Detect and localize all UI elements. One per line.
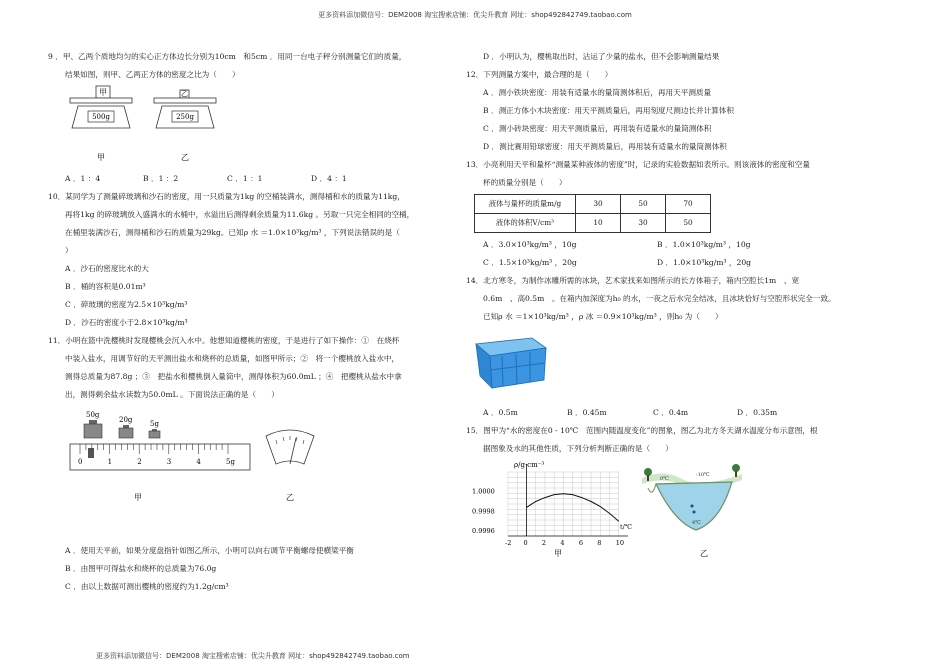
scale-figure	[58, 84, 288, 170]
q9-fig-a-reading: 500g	[92, 113, 110, 121]
table-row	[475, 195, 711, 214]
question-10	[48, 188, 446, 332]
left-column	[48, 48, 446, 596]
q11-figure	[48, 404, 446, 542]
q13-option-d: D ．1.0×10³kg/m³ ，20g	[657, 258, 752, 267]
dial-figure	[260, 406, 320, 502]
q10-option-b: B ．桶的容积是0.01m³	[65, 282, 146, 291]
y-tick-label: 0.9998	[472, 507, 495, 516]
q11-option-b: B ．由图甲可得盐水和烧杯的总质量为76.0g	[65, 564, 217, 573]
q9-fig-b-label: 乙	[181, 90, 188, 98]
q9-figure	[48, 84, 446, 170]
q11-option-c: C ．由以上数据可测出樱桃的密度约为1.2g/cm³	[65, 582, 229, 591]
q13-options-row-1	[466, 236, 886, 254]
table-row	[475, 214, 711, 233]
q11-line-1: 11．小明在篮中洗樱桃时发现樱桃会沉入水中。他想知道樱桃的密度，于是进行了如下操作：① 在烧杯	[48, 336, 400, 345]
lake-water-label: -10℃	[696, 472, 710, 478]
q11-caption-a: 甲	[134, 493, 142, 502]
table-cell: 50	[621, 195, 666, 214]
x-tick-label: -2	[505, 539, 512, 547]
blue-box-image	[472, 332, 552, 392]
q14-options	[466, 404, 886, 422]
q10-option-a: A ．沙石的密度比水的大	[65, 264, 149, 273]
page-footer: 更多资料添加微信号：DEM2008 淘宝搜索店铺：优尖升教育 网址：shop492842749.taobao.com	[96, 652, 410, 660]
q10-line-3: 在桶里装满沙石，测得桶和沙石的质量为29kg。已知ρ 水 ＝1.0×10³kg/m³ ，下列说法错误的是（	[65, 228, 400, 237]
x-tick-label: 4	[560, 539, 565, 547]
q13-option-a: A ．3.0×10³kg/m³ ，10g	[483, 240, 577, 249]
ruler-tick-label: 1	[107, 458, 113, 466]
q9-options	[48, 170, 446, 188]
q9-option-c: C ．1 ：1	[227, 174, 263, 183]
q13-options-row-2	[466, 254, 886, 272]
q11-caption-b: 乙	[286, 493, 294, 502]
q11-line-2: 中装入盐水，用调节好的天平测出盐水和烧杯的总质量，如图甲所示；② 将一个樱桃放入盐水中，	[65, 354, 400, 363]
q15-line-2: 据图象及水的其他性质，下列分析判断正确的是（ ）	[483, 444, 673, 453]
chart-x-axis-label: t/℃	[620, 523, 633, 531]
ruler-tick-label: 4	[196, 458, 201, 466]
density-chart	[470, 458, 640, 558]
q12-option-d: D ．测比赛用铅球密度：用天平测质量后，再用装有适量水的量筒测体积	[483, 142, 727, 151]
weight-50g-label: 50g	[86, 411, 100, 419]
question-11	[48, 332, 446, 596]
q9-option-b: B ．1 ：2	[143, 174, 179, 183]
lake-air-label: 0℃	[660, 476, 669, 482]
chart-y-axis-label: ρ/g·cm⁻³	[514, 461, 545, 469]
table-cell: 10	[576, 214, 621, 233]
x-tick-label: 2	[541, 539, 547, 547]
lake-diagram	[634, 458, 754, 558]
q12-option-b: B ．测正方体小木块密度：用天平测质量后，再用刻度尺测边长并计算体积	[483, 106, 734, 115]
weight-20g-label: 20g	[119, 416, 133, 424]
q13-option-c: C ．1.5×10³kg/m³ ，20g	[483, 258, 577, 267]
q13-line-1: 13．小亮利用天平和量杯“测量某种液体的密度”时，记录的实验数据如表所示。则该液体的密度和空量	[466, 160, 810, 169]
page-header: 更多资料添加微信号：DEM2008 淘宝搜索店铺：优尖升教育 网址：shop492842749.taobao.com	[318, 11, 632, 19]
q14-line-1: 14．北方寒冬，为制作冰雕所需的冰块，艺术家找来如图所示的长方体箱子，箱内空腔长1m 、宽	[466, 276, 800, 285]
lake-bottom-label: 4℃	[692, 520, 701, 526]
x-tick-label: 10	[615, 539, 625, 547]
x-tick-label: 6	[578, 539, 583, 547]
q13-line-2: 杯的质量分别是（ ）	[483, 178, 567, 187]
ruler-tick-label: 0	[78, 458, 83, 466]
question-14	[466, 272, 886, 422]
q14-option-b: B ．0.45m	[567, 408, 607, 417]
q14-line-2: 0.6m 、高0.5m 。在箱内加深度为h₀ 的水，一夜之后水完全结冰，且冰块恰好与空腔形状完全一致。	[483, 294, 836, 303]
y-tick-label: 0.9996	[472, 527, 495, 536]
right-column	[466, 48, 886, 558]
q13-table-wrap	[466, 192, 886, 236]
q14-option-c: C ．0.4m	[653, 408, 689, 417]
q9-caption-b: 乙	[181, 153, 189, 162]
q9-fig-b-reading: 250g	[176, 113, 194, 121]
ruler-tick-label: 5g	[226, 458, 235, 466]
table-cell: 液体的体积V/cm³	[475, 214, 576, 233]
q11-option-d: D ．小明认为，樱桃取出时，沾运了少量的盐水，但不会影响测量结果	[483, 52, 720, 61]
ruler-tick-label: 3	[166, 458, 172, 466]
table-cell: 液体与量杯的质量m/g	[475, 195, 576, 214]
question-12	[466, 66, 886, 156]
question-15	[466, 422, 886, 558]
table-cell: 30	[621, 214, 666, 233]
q13-data-table	[474, 194, 711, 233]
q14-option-a: A ．0.5m	[483, 408, 518, 417]
q12-option-a: A ．测小铁块密度：用装有适量水的量筒测体积后，再用天平测质量	[483, 88, 712, 97]
table-cell: 50	[666, 214, 711, 233]
q9-caption-a: 甲	[97, 153, 105, 162]
q15-line-1: 15．图甲为“水的密度在0 - 10℃ 范围内随温度变化”的图象，图乙为北方冬天湖水温度分布示意图，根	[466, 426, 818, 435]
q15-caption-b: 乙	[700, 549, 708, 558]
x-tick-label: 8	[597, 539, 602, 547]
q12-option-c: C ．测小砖块密度：用天平测质量后，再用装有适量水的量筒测体积	[483, 124, 712, 133]
y-tick-label: 1.0000	[472, 487, 495, 496]
q14-line-3: 已知ρ 水 ＝1×10³kg/m³ ，ρ 冰 ＝0.9×10³kg/m³ ，则h₀ 为（ ）	[483, 312, 723, 321]
q12-stem: 12．下列测量方案中，最合理的是（ ）	[466, 70, 613, 79]
q10-line-1: 10．某同学为了测量碎玻璃和沙石的密度，用一只质量为1kg 的空桶装满水，测得桶和水的质量为11kg，	[48, 192, 405, 201]
q9-line-2: 结果如图，则甲、乙两正方体的密度之比为（ ）	[65, 70, 240, 79]
table-cell: 30	[576, 195, 621, 214]
q10-option-c: C ．碎玻璃的密度为2.5×10³kg/m³	[65, 300, 188, 309]
ruler-tick-label: 2	[137, 458, 142, 466]
x-tick-label: 0	[523, 539, 528, 547]
q11-line-4: 出，测得剩余盐水读数为50.0mL 。下面说法正确的是（ ）	[65, 390, 279, 399]
table-cell: 70	[666, 195, 711, 214]
q9-option-d: D ．4 ：1	[311, 174, 347, 183]
q10-line-4: ）	[65, 246, 73, 255]
q9-fig-a-label: 甲	[99, 88, 107, 97]
q9-line-1: 9 ．甲、乙两个质地均匀的实心正方体边长分别为10cm 和5cm ．用同一台电子秤分别测量它们的质量，	[48, 52, 407, 61]
q10-line-2: 再将1kg 的碎玻璃放入盛满水的水桶中，水溢出后测得剩余质量为11.6kg 。另取一只完全相同的空桶，	[65, 210, 415, 219]
question-13	[466, 156, 886, 272]
q9-option-a: A ．1 ：4	[65, 174, 101, 183]
q11-option-a: A ．使用天平前，如果分度盘指针如图乙所示，小明可以向右调节平衡螺母使横梁平衡	[65, 546, 354, 555]
weight-5g-label: 5g	[150, 420, 159, 428]
question-9	[48, 48, 446, 188]
q10-option-d: D ．沙石的密度小于2.8×10³kg/m³	[65, 318, 188, 327]
chart-grid	[508, 472, 619, 536]
q15-caption-a: 甲	[554, 549, 562, 558]
q11-line-3: 测得总质量为87.8g ；③ 把盐水和樱桃倒入量筒中，测得体积为60.0mL ；④ 把樱桃从盐水中拿	[65, 372, 402, 381]
q15-figure	[466, 458, 886, 558]
q14-figure	[466, 326, 886, 404]
balance-weights-figure	[64, 406, 254, 502]
q13-option-b: B ．1.0×10³kg/m³ ，10g	[657, 240, 751, 249]
q14-option-d: D ．0.35m	[737, 408, 778, 417]
